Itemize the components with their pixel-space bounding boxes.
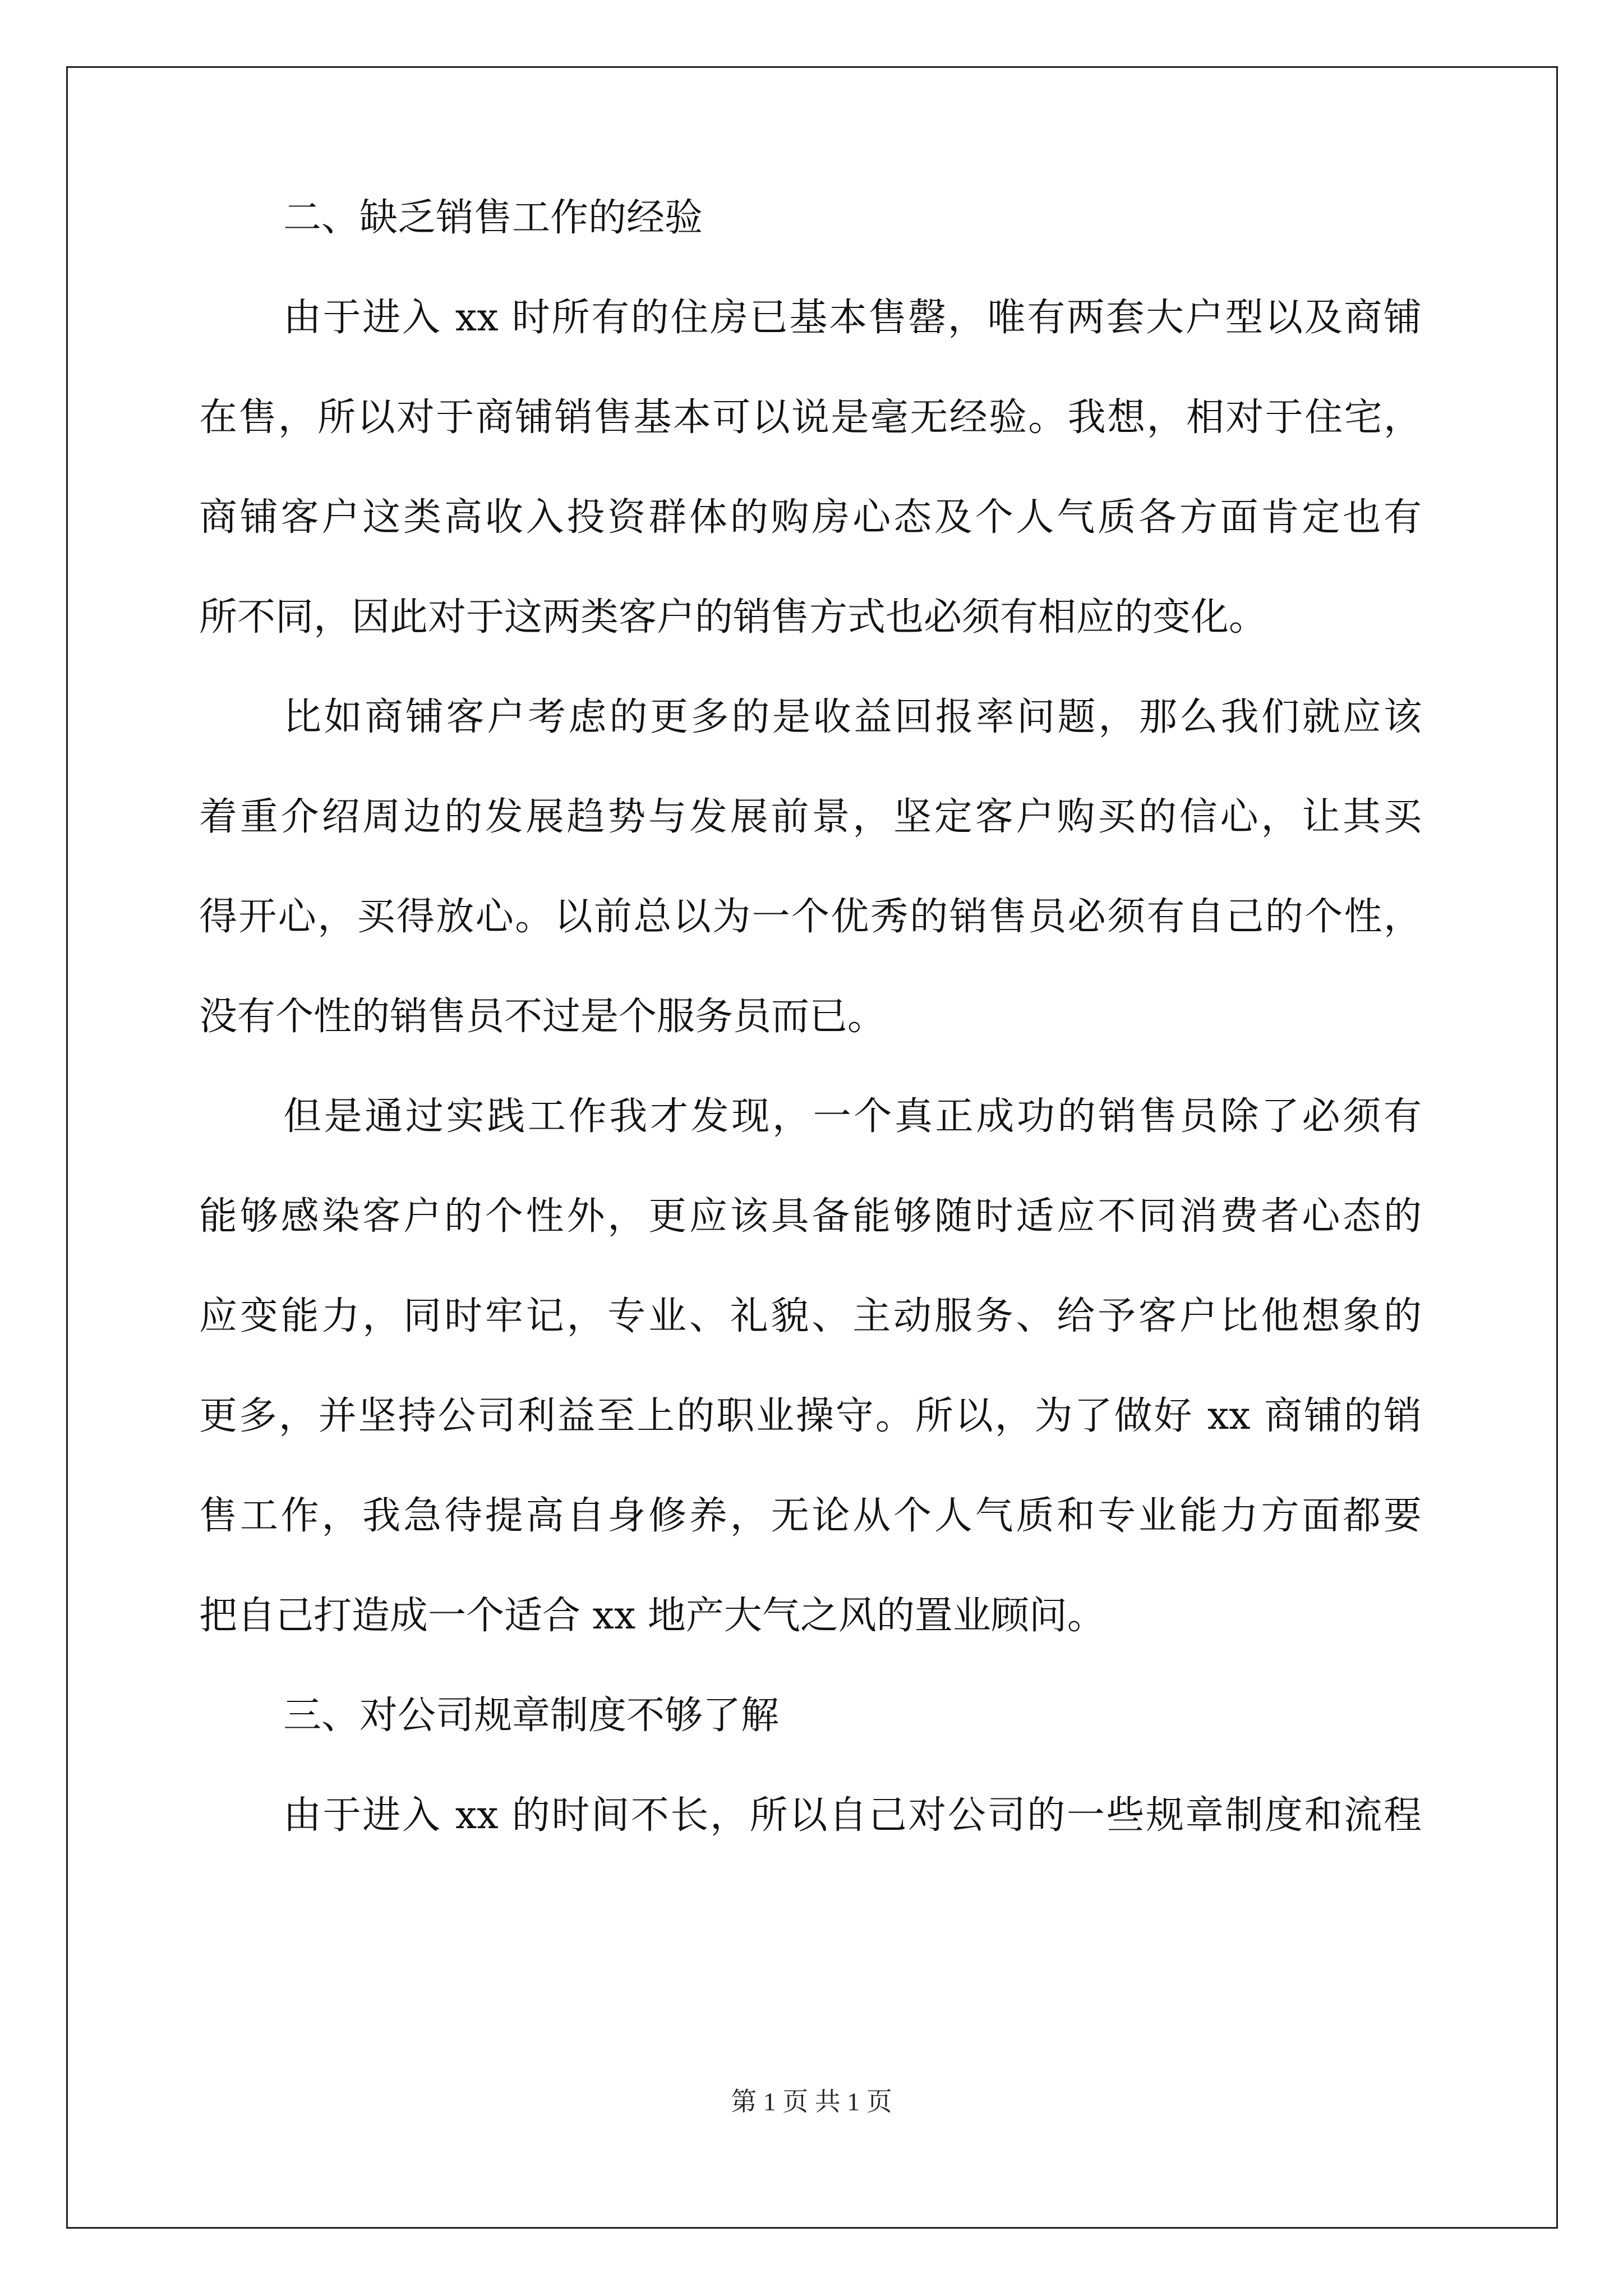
paragraph-line: 没有个性的销售员不过是个服务员而已。 [199,995,886,1039]
paragraph-line: 能够感染客户的个性外，更应该具备能够随时适应不同消费者心态的 [199,1194,1422,1239]
section-heading-3 [199,1666,1422,1766]
section-heading-2 [199,168,1422,268]
paragraph-line: 售工作，我急待提高自身修养，无论从个人气质和专业能力方面都要 [199,1494,1422,1538]
paragraph-3 [199,1067,1422,1666]
paragraph-line: 着重介绍周边的发展趋势与发展前景，坚定客户购买的信心，让其买 [199,795,1422,839]
paragraph-line: 所不同，因此对于这两类客户的销售方式也必须有相应的变化。 [199,595,1267,639]
heading-text: 三、对公司规章制度不够了解 [283,1694,780,1738]
paragraph-2 [199,668,1422,1067]
paragraph-line: 比如商铺客户考虑的更多的是收益回报率问题，那么我们就应该 [283,695,1422,739]
paragraph-line: 商铺客户这类高收入投资群体的购房心态及个人气质各方面肯定也有 [199,495,1422,540]
paragraph-line: 得开心，买得放心。以前总以为一个优秀的销售员必须有自己的个性， [199,895,1422,939]
paragraph-line: 应变能力，同时牢记，专业、礼貌、主动服务、给予客户比他想象的 [199,1294,1422,1338]
paragraph-4 [199,1766,1422,1866]
paragraph-line: 由于进入 xx 时所有的住房已基本售罄，唯有两套大户型以及商铺 [283,296,1422,340]
paragraph-1 [199,268,1422,668]
heading-text: 二、缺乏销售工作的经验 [283,196,703,240]
document-body [199,168,1422,1866]
paragraph-line: 但是通过实践工作我才发现，一个真正成功的销售员除了必须有 [283,1094,1422,1139]
paragraph-line: 把自己打造成一个适合 xx 地产大气之风的置业顾问。 [199,1594,1105,1638]
paragraph-line: 由于进入 xx 的时间不长，所以自己对公司的一些规章制度和流程 [283,1793,1422,1838]
paragraph-line: 在售，所以对于商铺销售基本可以说是毫无经验。我想，相对于住宅， [199,395,1422,440]
page-footer: 第 1 页 共 1 页 [731,2087,892,2116]
paragraph-line: 更多，并坚持公司利益至上的职业操守。所以，为了做好 xx 商铺的销 [199,1394,1422,1438]
